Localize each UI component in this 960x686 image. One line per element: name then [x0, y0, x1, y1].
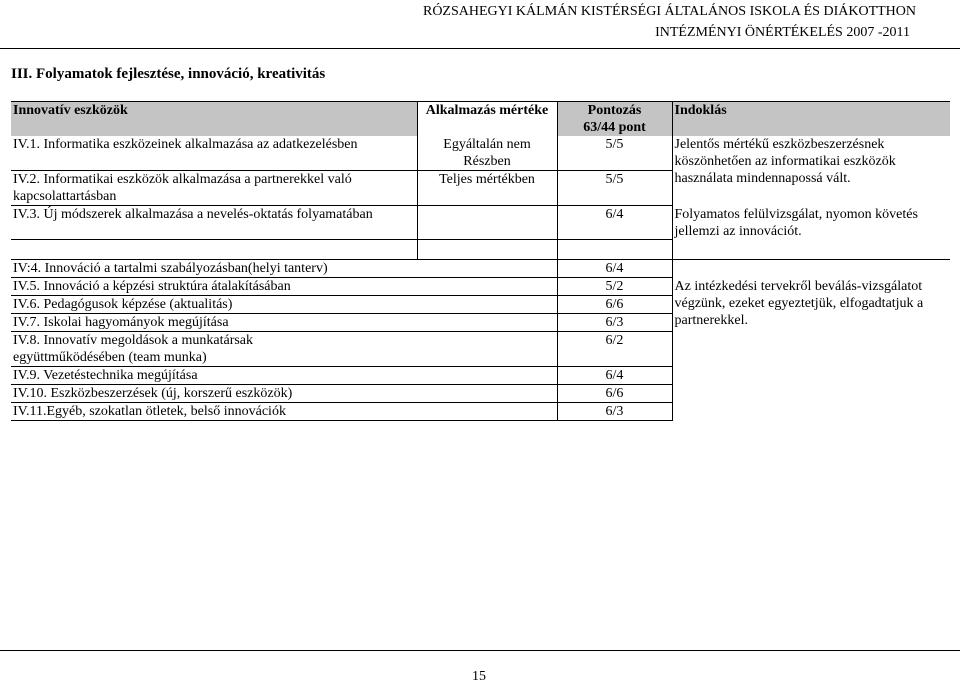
row-label: IV.3. Új módszerek alkalmazása a nevelés-oktatás folyamatában [11, 206, 417, 240]
footer-divider [0, 650, 960, 651]
table-row [11, 136, 950, 171]
header-score-label: Pontozás [587, 103, 642, 118]
innovation-table [11, 101, 950, 421]
section-title: III. Folyamatok fejlesztése, innováció, kreativitás [11, 66, 326, 82]
table-header-row [11, 102, 950, 137]
row-label: IV.2. Informatikai eszközök alkalmazása a partnerekkel való kapcsolattartásban [11, 171, 417, 206]
school-name-header: RÓZSAHEGYI KÁLMÁN KISTÉRSÉGI ÁLTALÁNOS ISKOLA ÉS DIÁKOTTHON [422, 4, 916, 19]
row-label: IV.7. Iskolai hagyományok megújítása [11, 314, 557, 332]
row-score: 6/2 [557, 332, 672, 367]
row-label: IV.1. Informatika eszközeinek alkalmazása az adatkezelésben [13, 137, 358, 152]
document-subtitle-header: INTÉZMÉNYI ÖNÉRTÉKELÉS 2007 -2011 [655, 25, 910, 40]
row-label: IV.5. Innováció a képzési struktúra átalakításában [11, 278, 557, 296]
row-extent [417, 206, 557, 240]
header-score [557, 102, 672, 137]
row-label: IV.8. Innovatív megoldások a munkatársak együttműködésében (team munka) [11, 332, 557, 367]
row-score: 5/2 [557, 278, 672, 296]
row-score: 6/6 [557, 385, 672, 403]
reason-cell: Folyamatos felülvizsgálat, nyomon követés jellemzi az innovációt. [672, 206, 950, 240]
row-extent: Egyáltalán nem Részben [417, 136, 557, 171]
row-label: IV.10. Eszközbeszerzések (új, korszerű eszközök) [11, 385, 557, 403]
reason-cell: Jelentős mértékű eszközbeszerzésnek köszönhetően az informatikai eszközök használata mindennapossá vált. [672, 136, 950, 206]
row-score: 6/3 [557, 314, 672, 332]
page-number: 15 [472, 669, 486, 684]
row-label: IV.9. Vezetéstechnika megújítása [11, 367, 557, 385]
row-score: 5/5 [557, 136, 672, 171]
row-score: 6/3 [557, 403, 672, 421]
header-divider [0, 48, 960, 49]
header-extent: Alkalmazás mértéke [417, 102, 557, 137]
row-extent: Teljes mértékben [417, 171, 557, 206]
row-label: IV:4. Innováció a tartalmi szabályozásban(helyi tanterv) [11, 260, 557, 278]
header-score-total: 63/44 pont [583, 120, 646, 135]
header-reason: Indoklás [672, 102, 950, 137]
row-score: 6/6 [557, 296, 672, 314]
row-score: 5/5 [557, 171, 672, 206]
table-row [11, 206, 950, 240]
spacer-row [11, 240, 950, 260]
row-score: 6/4 [557, 260, 672, 278]
table-row [11, 260, 950, 278]
row-label: IV.6. Pedagógusok képzése (aktualitás) [11, 296, 557, 314]
row-score: 6/4 [557, 206, 672, 240]
reason-cell: Az intézkedési tervekről beválás-vizsgálatot végzünk, ezeket egyeztetjük, elfogadtatjuk a partnerekkel. [672, 260, 950, 421]
header-tools: Innovatív eszközök [11, 102, 417, 137]
row-label: IV.11.Egyéb, szokatlan ötletek, belső innovációk [11, 403, 557, 421]
row-score: 6/4 [557, 367, 672, 385]
